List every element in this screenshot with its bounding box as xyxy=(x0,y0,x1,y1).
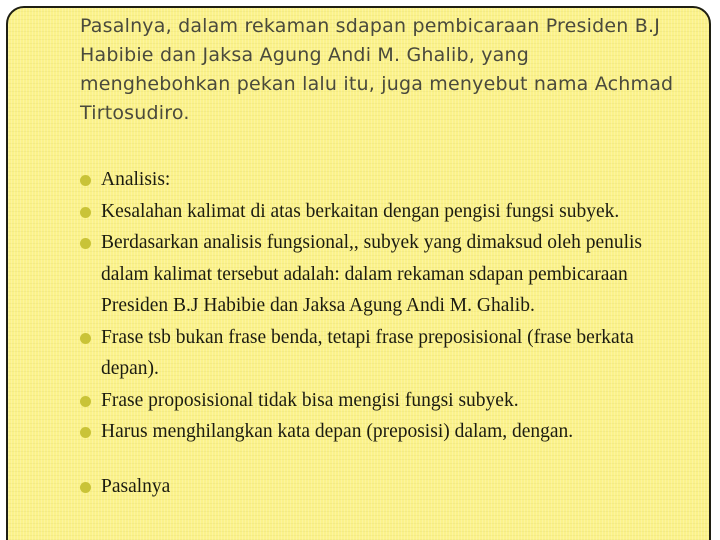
list-item-text: Frase proposisional tidak bisa mengisi fungsi subyek. xyxy=(101,389,519,411)
bullet-icon xyxy=(80,207,91,218)
list-item-text: Berdasarkan analisis fungsional,, subyek yang dimaksud oleh penulis dalam kalimat tersebut adalah: dalam rekaman sdapan pembicaraan Presiden B.J Habibie dan Jaksa Agung Andi M. Ghalib. xyxy=(101,232,643,316)
list-item xyxy=(80,227,680,322)
list-item xyxy=(80,322,680,385)
list-item-text: Frase tsb bukan frase benda, tetapi frase preposisional (frase berkata depan). xyxy=(101,326,634,379)
bullet-icon xyxy=(80,427,91,438)
list-item xyxy=(80,164,680,196)
list-item-text: Analisis: xyxy=(101,169,171,190)
list-item xyxy=(80,196,680,228)
intro-paragraph: Pasalnya, dalam rekaman sdapan pembicaraan Presiden B.J Habibie dan Jaksa Agung Andi M. Ghalib, yang menghebohkan pekan lalu itu, juga menyebut nama Achmad Tirtosudiro. xyxy=(80,15,674,124)
bullet-icon xyxy=(80,333,91,344)
bullet-list xyxy=(80,164,680,502)
bullet-icon xyxy=(80,482,91,493)
list-item xyxy=(80,471,680,503)
list-item-text: Harus menghilangkan kata depan (preposisi) dalam, dengan. xyxy=(101,421,574,442)
list-item xyxy=(80,416,680,448)
bullet-icon xyxy=(80,238,91,249)
bullet-icon xyxy=(80,396,91,407)
bullet-icon xyxy=(80,175,91,186)
list-item-text: Pasalnya xyxy=(101,475,171,497)
list-item xyxy=(80,385,680,417)
list-item-text: Kesalahan kalimat di atas berkaitan dengan pengisi fungsi subyek. xyxy=(101,200,620,222)
